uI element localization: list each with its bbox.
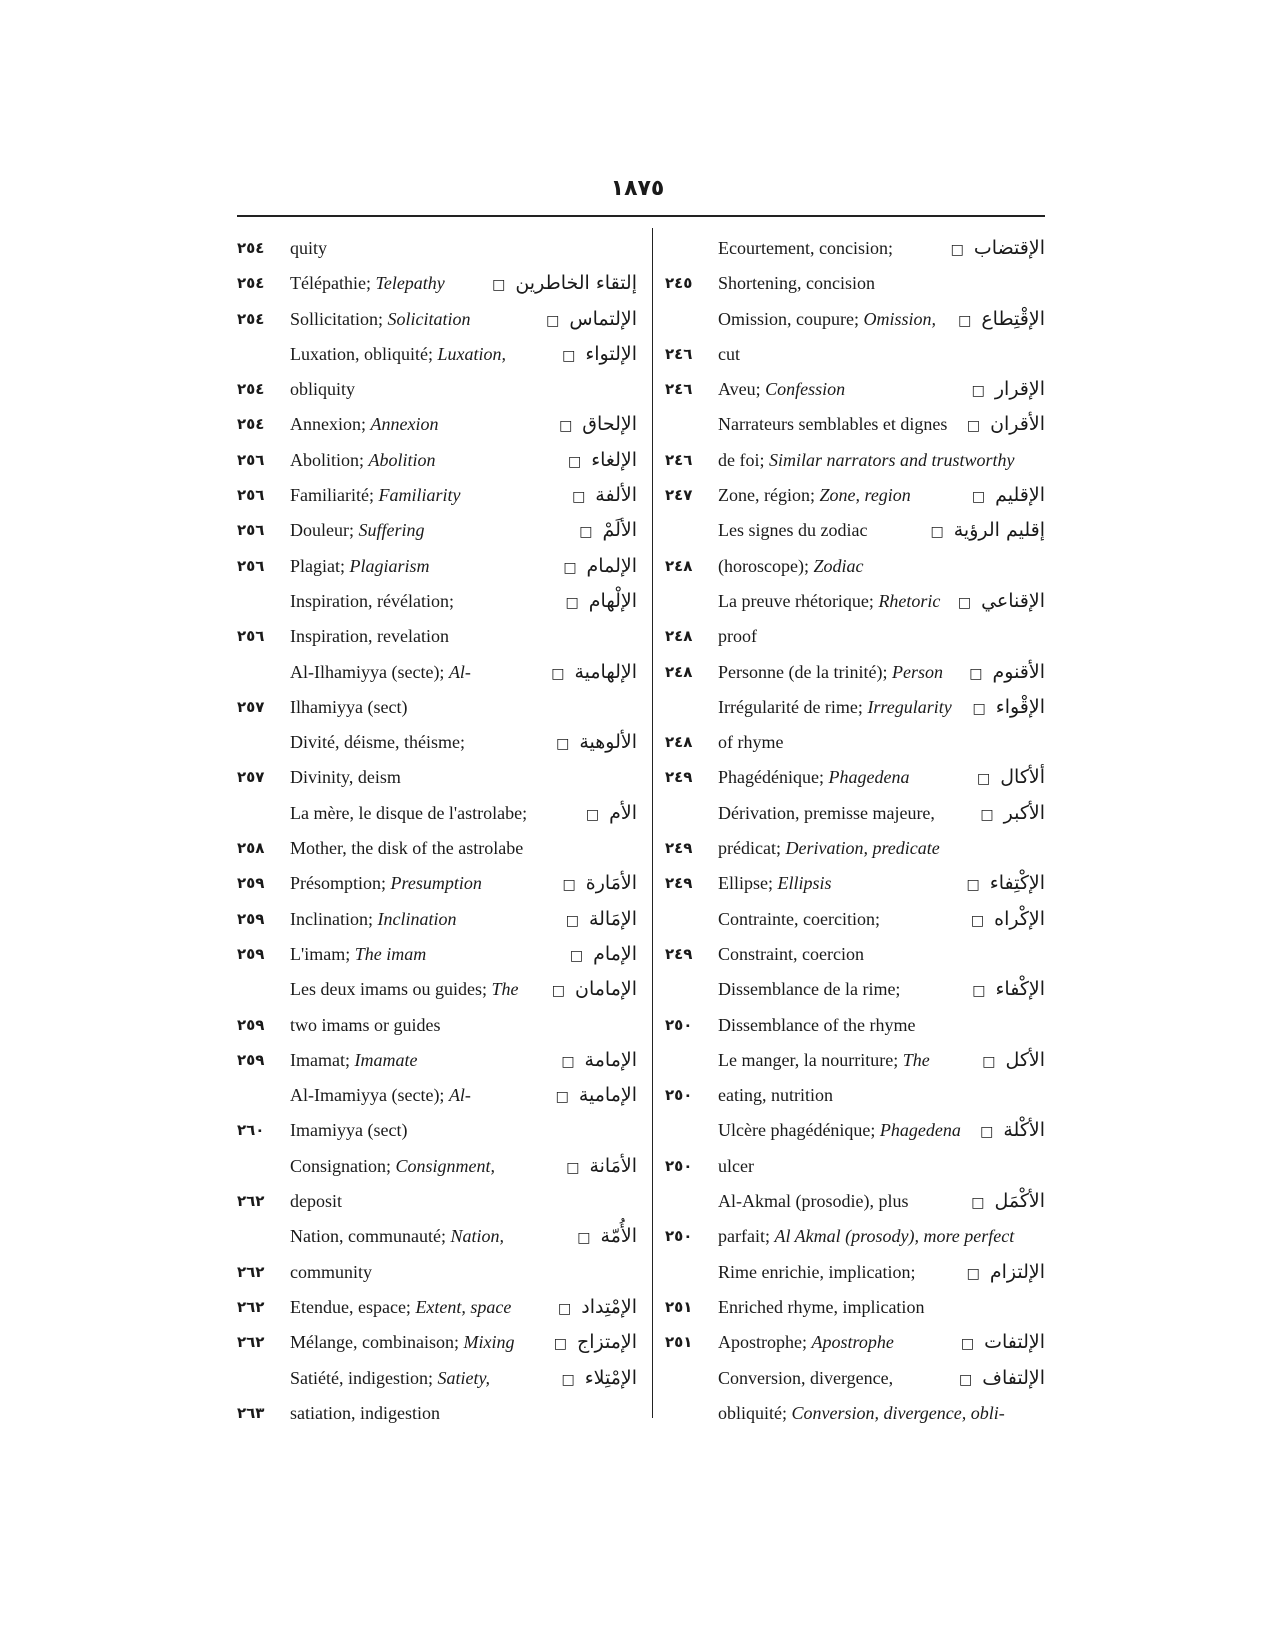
page-ref: ٢٤٥ [665,274,693,293]
index-line [665,1113,1045,1148]
entry-text: Les signes du zodiac [718,520,868,541]
entry-text: Contrainte, coercition; [718,908,880,929]
arabic-headword: الأكبر □ [980,796,1045,833]
column-divider [652,228,653,1418]
index-line [665,584,1045,619]
arabic-headword: الإلتزام □ [967,1255,1045,1292]
arabic-headword: الإقْواء □ [973,690,1045,727]
page-ref: ٢٤٨ [665,662,693,681]
index-line [665,902,1045,937]
entry-text: Familiarité; Familiarity [290,485,461,506]
index-line [237,1396,637,1431]
entry-text: Constraint, coercion [718,943,864,964]
page-ref: ٢٥٩ [237,1015,265,1034]
page-ref: ٢٥٠ [665,1015,693,1034]
page-ref: ٢٥٤ [237,380,265,399]
index-line [237,1290,637,1325]
entry-text: Imamiyya (sect) [290,1120,408,1141]
entry-text: cut [718,343,740,364]
index-line [237,760,637,795]
index-line [237,549,637,584]
arabic-headword: الإلتماس □ [546,302,637,339]
arabic-headword: الإلهامية □ [551,655,637,692]
entry-text: La preuve rhétorique; Rhetoric [718,590,941,611]
index-line [665,1149,1045,1184]
page-ref: ٢٥٤ [237,274,265,293]
page-ref: ٢٥٩ [237,874,265,893]
entry-text: Apostrophe; Apostrophe [718,1332,894,1353]
page-ref: ٢٥١ [665,1297,693,1316]
arabic-headword: الإلغاء □ [568,443,637,480]
index-line [665,1043,1045,1078]
entry-text: Shortening, concision [718,273,875,294]
page-ref: ٢٥٤ [237,309,265,328]
entry-text: of rhyme [718,732,784,753]
arabic-headword: الإكْتِفاء □ [967,866,1045,903]
index-line [665,1184,1045,1219]
page-ref: ٢٤٩ [665,768,693,787]
arabic-headword: الأمَارة □ [563,866,637,903]
index-line [665,337,1045,372]
arabic-headword: الأقنوم □ [969,655,1045,692]
arabic-headword: الإمَالة □ [566,902,637,939]
page-ref: ٢٥٩ [237,1050,265,1069]
index-line [665,407,1045,442]
arabic-headword: إلتقاء الخاطرين □ [492,266,637,303]
page-ref: ٢٤٩ [665,944,693,963]
index-line [237,972,637,1007]
entry-text: Les deux imams ou guides; The [290,979,519,1000]
entry-text: Conversion, divergence, [718,1367,894,1388]
entry-text: Annexion; Annexion [290,414,439,435]
entry-text: satiation, indigestion [290,1402,440,1423]
arabic-headword: الإمامان □ [552,972,637,1009]
index-line [665,266,1045,301]
entry-text: Phagédénique; Phagedena [718,767,910,788]
entry-text: Mélange, combinaison; Mixing [290,1332,515,1353]
entry-text: deposit [290,1191,342,1212]
entry-text: ulcer [718,1155,754,1176]
page-ref: ٢٤٨ [665,556,693,575]
index-line [665,549,1045,584]
arabic-headword: الإلمام □ [563,549,637,586]
index-line [665,1396,1045,1431]
arabic-headword: الأكْمَل □ [971,1184,1045,1221]
page-ref: ٢٤٩ [665,839,693,858]
page-ref: ٢٥٨ [237,839,265,858]
entry-text: Plagiat; Plagiarism [290,555,430,576]
arabic-headword: الأكْلة □ [980,1113,1045,1150]
arabic-headword: الإلحاق □ [559,407,637,444]
entry-text: Enriched rhyme, implication [718,1296,925,1317]
index-line [665,513,1045,548]
page-ref: ٢٦٣ [237,1403,265,1422]
arabic-headword: الإمْتِلاء □ [561,1361,637,1398]
index-line [665,1325,1045,1360]
page-ref: ٢٥٩ [237,909,265,928]
index-line [665,1008,1045,1043]
entry-text: Télépathie; Telepathy [290,273,445,294]
entry-text: Présomption; Presumption [290,873,482,894]
index-line [237,478,637,513]
entry-text: two imams or guides [290,1014,441,1035]
header-rule [237,215,1045,217]
entry-text: Douleur; Suffering [290,520,425,541]
page-ref: ٢٤٦ [665,450,693,469]
index-line [665,302,1045,337]
index-line [237,937,637,972]
entry-text: Omission, coupure; Omission, [718,308,937,329]
page-ref: ٢٦٢ [237,1297,265,1316]
page-ref: ٢٥٦ [237,627,265,646]
index-line [237,1255,637,1290]
page-ref: ٢٤٨ [665,733,693,752]
arabic-headword: الإمام □ [570,937,637,974]
index-line [237,302,637,337]
index-line [237,1043,637,1078]
index-line [665,655,1045,690]
entry-text: Inspiration, révélation; [290,590,454,611]
entry-text: Imamat; Imamate [290,1049,418,1070]
entry-text: Satiété, indigestion; Satiety, [290,1367,490,1388]
arabic-headword: الإمْتِداد □ [558,1290,637,1327]
entry-text: proof [718,626,757,647]
index-line [665,796,1045,831]
index-line [237,443,637,478]
page-ref: ٢٥٤ [237,239,265,257]
entry-text: Abolition; Abolition [290,449,436,470]
page-ref: ٢٥٤ [237,415,265,434]
page-ref: ٢٥٠ [665,1156,693,1175]
index-line [237,337,637,372]
index-line [665,866,1045,901]
entry-text: Ulcère phagédénique; Phagedena [718,1120,961,1141]
entry-text: Nation, communauté; Nation, [290,1226,504,1247]
arabic-headword: الإلتفاف □ [959,1361,1045,1398]
entry-text: Ellipse; Ellipsis [718,873,832,894]
arabic-headword: الإلتواء □ [562,337,637,374]
index-line [665,1361,1045,1396]
arabic-headword: الأم □ [586,796,637,833]
entry-text: Al-Imamiyya (secte); Al- [290,1085,471,1106]
entry-text: Dissemblance of the rhyme [718,1014,916,1035]
page-ref: ٢٤٨ [665,627,693,646]
arabic-headword: الإمامية □ [556,1078,637,1115]
entry-text: Inclination; Inclination [290,908,457,929]
index-line [665,478,1045,513]
index-line [665,1255,1045,1290]
index-line [665,1078,1045,1113]
index-line [665,831,1045,866]
arabic-headword: إقليم الرؤية □ [930,513,1045,550]
index-line [237,1149,637,1184]
entry-text: Rime enrichie, implication; [718,1261,916,1282]
page-ref: ٢٥٦ [237,556,265,575]
index-line [237,407,637,442]
index-line [237,619,637,654]
entry-text: Ilhamiyya (sect) [290,696,408,717]
index-line [665,690,1045,725]
entry-text: obliquity [290,379,356,400]
page-ref: ٢٥٧ [237,697,265,716]
page-ref: ٢٤٧ [665,486,693,505]
index-line [237,690,637,725]
entry-text: eating, nutrition [718,1085,833,1106]
page-ref: ٢٥٦ [237,521,265,540]
entry-text: prédicat; Derivation, predicate [718,838,940,859]
index-line [237,655,637,690]
arabic-headword: الأُمّة □ [577,1219,637,1256]
page-ref: ٢٥٩ [237,944,265,963]
arabic-headword: الإقناعي □ [958,584,1045,621]
entry-text: L'imam; The imam [290,943,427,964]
index-line [237,725,637,760]
entry-text: community [290,1261,372,1282]
arabic-headword: الألوهية □ [556,725,637,762]
arabic-headword: الإمتزاج □ [554,1325,637,1362]
index-line [237,584,637,619]
page-ref: ٢٤٦ [665,344,693,363]
arabic-headword: ألأكال □ [977,760,1045,797]
arabic-headword: الإلتفات □ [961,1325,1045,1362]
entry-text: Divinity, deism [290,767,401,788]
page-number: ١٨٧٥ [610,176,665,201]
index-line [665,231,1045,266]
arabic-headword: الألَمْ □ [579,513,637,550]
entry-text: Irrégularité de rime; Irregularity [718,696,952,717]
page-ref: ٢٦٢ [237,1262,265,1281]
arabic-headword: الأقران □ [967,407,1045,444]
entry-text: Le manger, la nourriture; The [718,1049,930,1070]
entry-text: Al-Ilhamiyya (secte); Al- [290,661,471,682]
index-line [237,866,637,901]
arabic-headword: الأكل □ [982,1043,1045,1080]
arabic-headword: الإقْتِطاع □ [958,302,1045,339]
entry-text: de foi; Similar narrators and trustworthy [718,449,1015,470]
page-ref: ٢٦٠ [237,1121,265,1140]
page-ref: ٢٥٦ [237,486,265,505]
arabic-headword: الإلْهام □ [566,584,637,621]
index-line [665,619,1045,654]
entry-text: Al-Akmal (prosodie), plus [718,1191,909,1212]
index-line [237,1184,637,1219]
arabic-headword: الإكْفاء □ [972,972,1045,1009]
right-column [665,231,1045,1431]
index-line [237,796,637,831]
left-column [237,231,637,1431]
index-line [665,1219,1045,1254]
index-line [665,1290,1045,1325]
entry-text: Dissemblance de la rime; [718,979,901,1000]
entry-text: Sollicitation; Solicitation [290,308,471,329]
entry-text: Ecourtement, concision; [718,238,893,258]
page-ref: ٢٤٩ [665,874,693,893]
arabic-headword: الإقليم □ [972,478,1045,515]
arabic-headword: الإمامة □ [561,1043,637,1080]
page-ref: ٢٦٢ [237,1333,265,1352]
arabic-headword: الألفة □ [572,478,637,515]
page-ref: ٢٥١ [665,1333,693,1352]
index-line [665,937,1045,972]
entry-text: Narrateurs semblables et dignes [718,414,948,435]
entry-text: Personne (de la trinité); Person [718,661,943,682]
entry-text: La mère, le disque de l'astrolabe; [290,802,528,823]
index-line [237,1078,637,1113]
index-line [237,831,637,866]
page-ref: ٢٦٢ [237,1192,265,1211]
index-line [237,1219,637,1254]
entry-text: Aveu; Confession [718,379,846,400]
entry-text: Inspiration, revelation [290,626,449,647]
page-ref: ٢٤٦ [665,380,693,399]
index-line [665,372,1045,407]
index-line [237,902,637,937]
entry-text: (horoscope); Zodiac [718,555,864,576]
page-ref: ٢٥٧ [237,768,265,787]
entry-text: obliquité; Conversion, divergence, obli- [718,1402,1005,1423]
entry-text: Mother, the disk of the astrolabe [290,838,524,859]
entry-text: Luxation, obliquité; Luxation, [290,343,506,364]
entry-text: Divité, déisme, théisme; [290,732,465,753]
page-ref: ٢٥٦ [237,450,265,469]
index-line [237,266,637,301]
index-line [237,1113,637,1148]
arabic-headword: الإكْراه □ [971,902,1045,939]
index-line [665,443,1045,478]
index-line [237,1361,637,1396]
arabic-headword: الأمَانة □ [566,1149,637,1186]
index-line [237,372,637,407]
entry-text: Etendue, espace; Extent, space [290,1296,512,1317]
arabic-headword: الإقتضاب □ [951,231,1045,268]
arabic-headword: الإقرار □ [972,372,1045,409]
index-line [665,725,1045,760]
page-ref: ٢٥٠ [665,1086,693,1105]
entry-text: Dérivation, premisse majeure, [718,802,935,823]
entry-text: parfait; Al Akmal (prosody), more perfect [718,1226,1015,1247]
entry-text: Zone, région; Zone, region [718,485,911,506]
index-line [237,513,637,548]
index-line [237,231,637,266]
index-line [237,1325,637,1360]
index-line [665,972,1045,1007]
page-ref: ٢٥٠ [665,1227,693,1246]
index-line [237,1008,637,1043]
entry-text: quity [290,238,328,258]
index-line [665,760,1045,795]
entry-text: Consignation; Consignment, [290,1155,496,1176]
